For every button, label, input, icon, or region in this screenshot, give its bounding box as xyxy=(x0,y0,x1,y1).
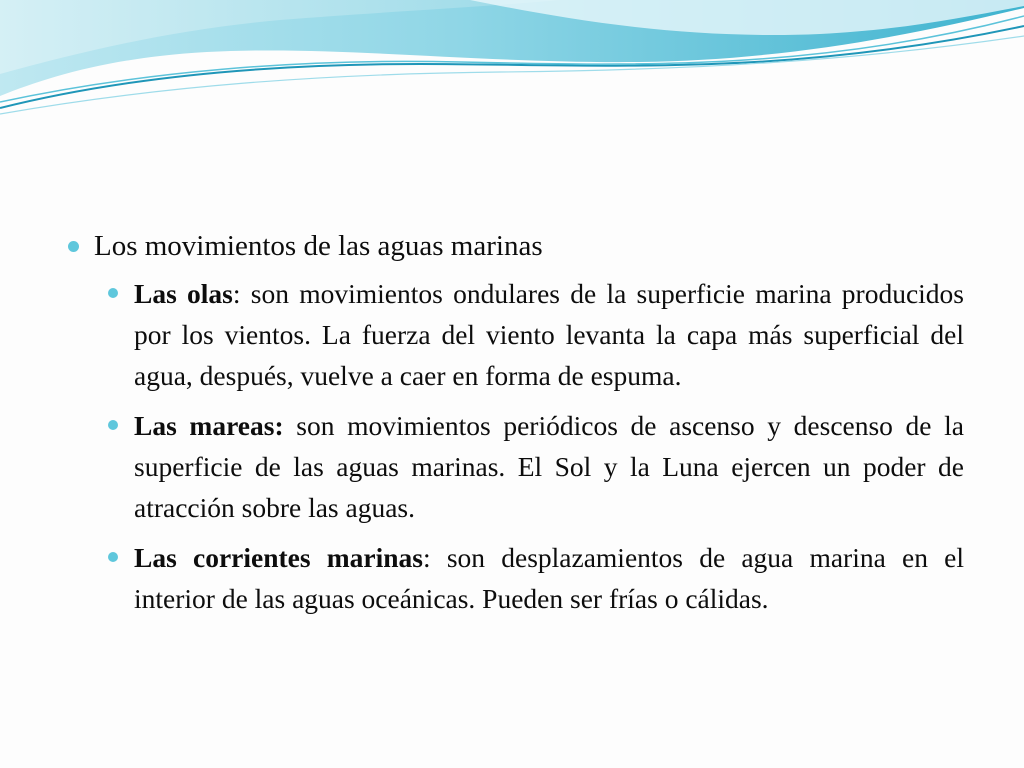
main-bullet xyxy=(64,226,964,267)
list-item-olas xyxy=(106,273,964,396)
header-wave-decoration xyxy=(0,0,1024,130)
list-item-mareas xyxy=(106,405,964,528)
bullet-icon xyxy=(108,288,118,298)
term-label: Las corrientes marinas xyxy=(134,542,424,573)
sub-bullet-list xyxy=(64,273,964,619)
term-description: son movimientos periódicos de ascenso y descenso de la superficie de las aguas marinas. El Sol y la Luna ejercen un poder de atracción sobre las aguas. xyxy=(134,410,964,523)
term-label: Las mareas: xyxy=(134,410,284,441)
term-description: : son desplazamientos de agua marina en el interior de las aguas oceánicas. Pueden ser frías o cálidas. xyxy=(134,542,964,614)
bullet-icon xyxy=(108,420,118,430)
bullet-icon xyxy=(68,241,79,252)
list-item-corrientes xyxy=(106,537,964,619)
slide-content xyxy=(64,226,964,628)
term-label: Las olas xyxy=(134,278,233,309)
bullet-icon xyxy=(108,552,118,562)
slide-heading: Los movimientos de las aguas marinas xyxy=(94,230,543,262)
term-description: : son movimientos ondulares de la superficie marina producidos por los vientos. La fuerza del viento levanta la capa más superficial del agua, después, vuelve a caer en forma de espuma. xyxy=(134,278,964,391)
